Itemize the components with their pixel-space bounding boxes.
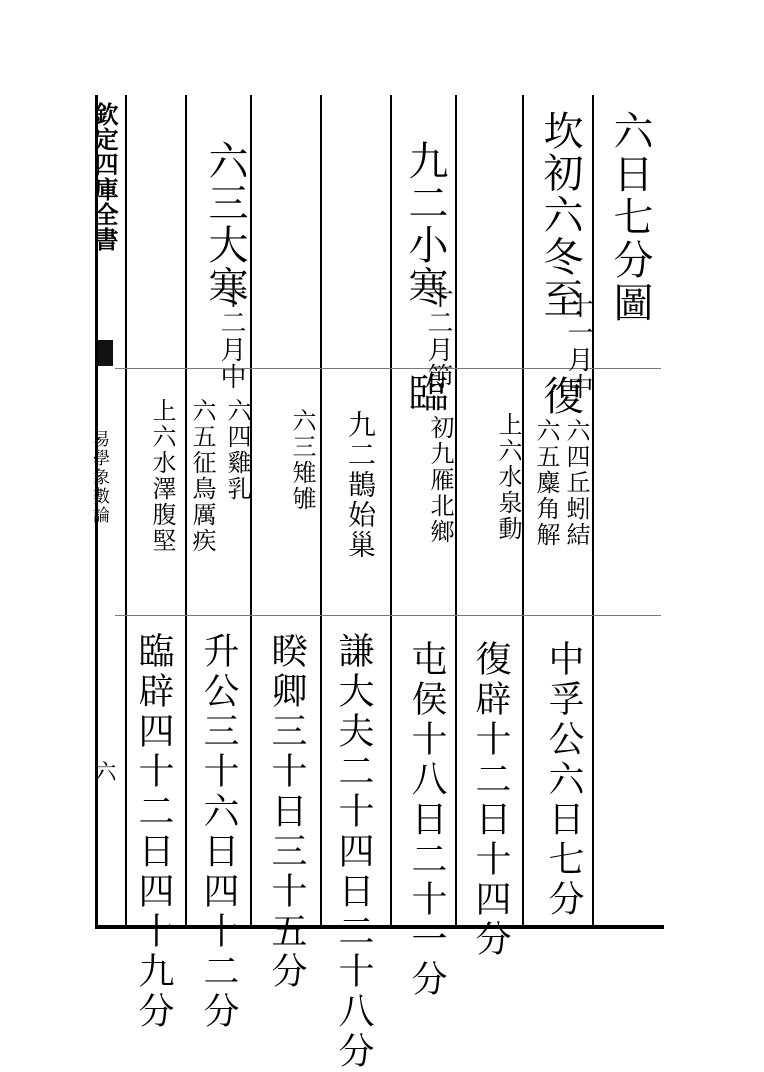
column-sub-dahan: 十二月中 [216,282,246,390]
hexline-item: 上六水泉動 [494,412,522,542]
column-head-kan: 坎初六冬至 [537,110,583,320]
margin-page-number: 六 [91,760,116,782]
hexagram-fu: 復 [537,375,583,417]
column-rule [185,95,187,925]
hexagram-lin: 臨 [402,372,448,414]
hexline-item: 九二鵲始巢 [344,410,377,560]
bottom-entry: 升公三十六日四十二分 [198,632,239,1032]
hexline-item: 六五麋角解 [532,418,560,548]
hexline-item: 六五征鳥厲疾 [188,398,216,554]
bottom-entry: 臨辟四十二日四十九分 [133,632,174,1032]
figure-title: 六日七分圖 [607,110,653,325]
column-rule [455,95,457,925]
column-head-dahan: 六三大寒 [202,140,248,308]
bottom-entry: 中孚公六日七分 [543,640,584,920]
bottom-entry: 謙大夫二十四日二十八分 [333,632,374,1072]
bottom-entry: 復辟十二日十四分 [470,640,511,960]
column-rule [125,95,127,925]
margin-section-title: 易學象數論 [89,430,109,525]
bottom-entry: 睽卿三十日三十五分 [266,632,307,992]
column-head-xiaohan: 九二小寒 [402,140,448,308]
row-rule-lower [115,615,661,616]
hexline-item: 上六水澤腹堅 [148,398,176,554]
margin-book-title: 欽定四庫全書 [90,102,119,252]
column-rule [390,95,392,925]
hexline-item: 初九雁北鄉 [426,415,454,545]
column-rule [250,95,252,925]
hexline-item: 六四雞乳 [223,398,251,502]
column-sub-kan: 十一月中 [563,292,593,400]
hexline-item: 六四丘蚓結 [562,418,590,548]
column-rule [320,95,322,925]
column-rule [522,95,524,925]
bottom-entry: 屯侯十八日二十一分 [406,640,447,1000]
hexline-item: 六三雉雊 [288,408,316,512]
column-rule [592,95,594,925]
column-sub-xiaohan: 十二月節 [423,282,453,390]
